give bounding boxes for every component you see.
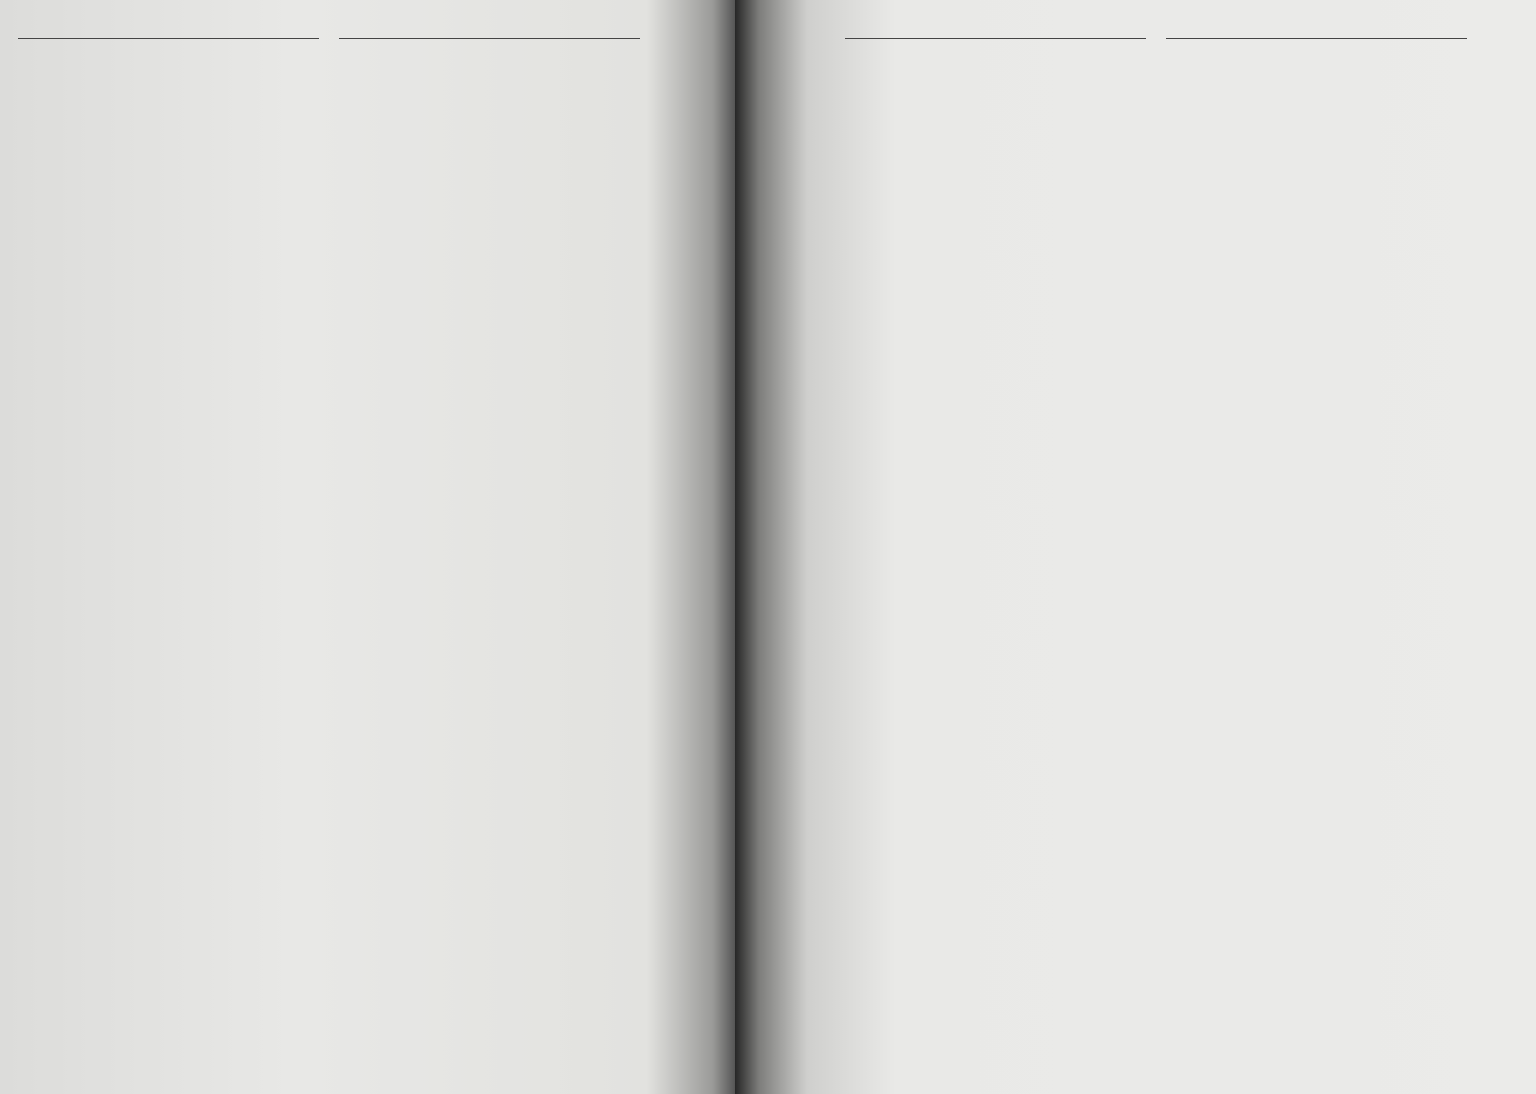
left-page	[0, 0, 735, 1094]
header-rule	[339, 38, 640, 39]
header-rule	[845, 38, 1146, 39]
right-page	[735, 0, 1536, 1094]
left-running-header	[18, 38, 640, 39]
right-running-header	[845, 38, 1467, 39]
header-rule	[1166, 38, 1467, 39]
header-rule	[18, 38, 319, 39]
